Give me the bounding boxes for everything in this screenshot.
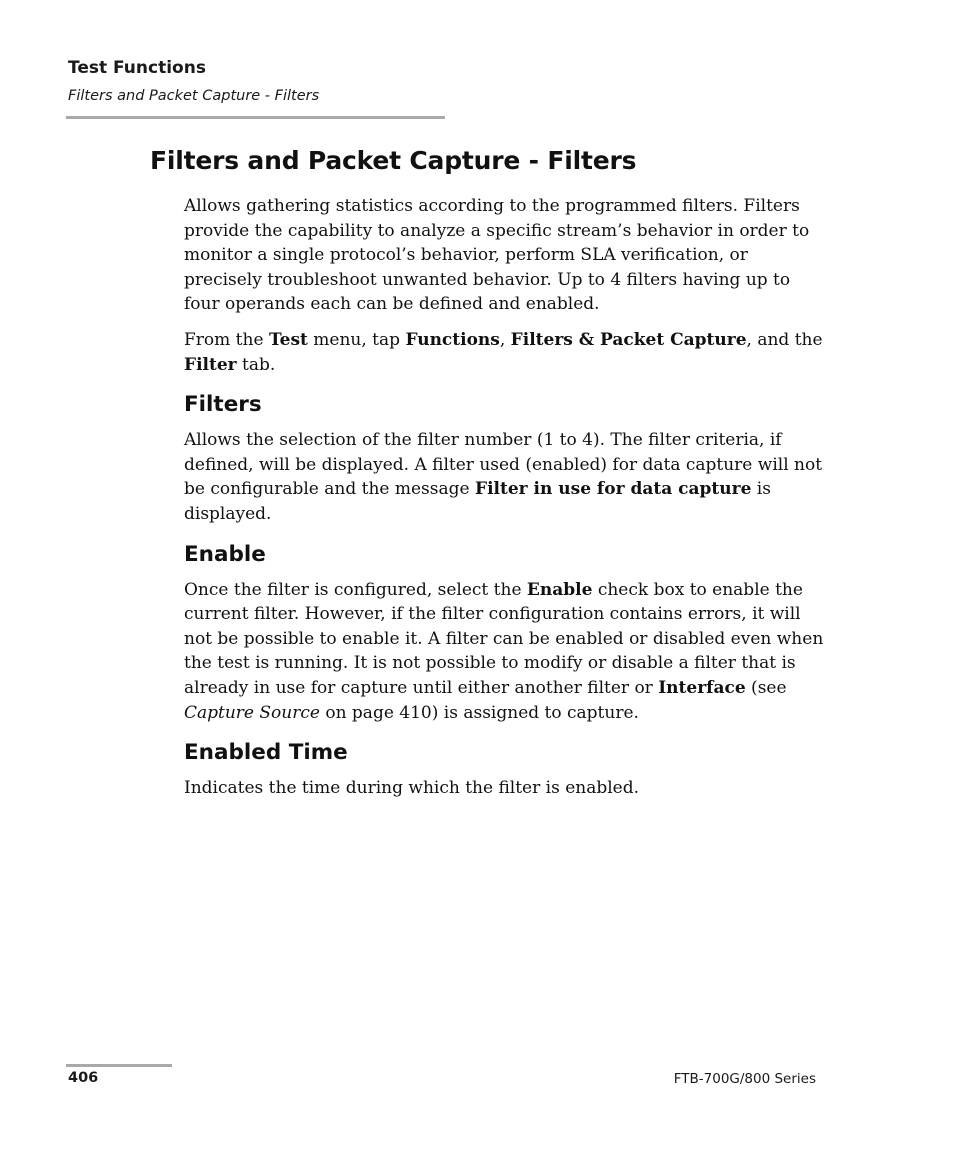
text-run: on page 410) is assigned to capture. [319,702,639,723]
page-content [184,194,824,812]
message-filter-in-use: Filter in use for data capture [475,479,752,500]
text-run: (see [745,677,787,698]
intro-paragraph: Allows gathering statistics according to the programmed filters. Filters provide the capability to analyze a specific stream’s behavior in order to monitor a single protocol’s behavior, perform SLA verification, or precisely troubleshoot unwanted behavior. Up to 4 filters having up to four operands each can be defined and enabled. [184,196,810,315]
cross-reference-capture-source: Capture Source [184,702,320,723]
section-heading-enable: Enable [184,541,266,567]
enable-paragraph [184,578,824,726]
option-name-enable: Enable [526,579,593,600]
running-header-title: Test Functions [68,58,206,78]
menu-name-functions: Functions [405,329,500,350]
tab-name-filter: Filter [184,354,237,375]
text-run: Allows the selection of the filter number (1 to 4). The filter criteria, if defined, will be displayed. A filter used (enabled) for data capture will not be configurable and the message [184,430,823,500]
text-run: tab. [236,354,276,375]
text-run: is displayed. [184,479,771,524]
product-series: FTB-700G/800 Series [673,1071,816,1087]
text-run: From the [184,329,269,350]
menu-name-filters-packet-capture: Filters & Packet Capture [510,329,747,350]
navigation-paragraph [184,328,824,377]
filters-paragraph [184,428,824,526]
text-run: menu, tap [307,329,406,350]
enabled-time-paragraph: Indicates the time during which the filter is enabled. [184,778,640,799]
section-heading-enabled-time: Enabled Time [184,740,348,766]
text-run: check box to enable the current filter. However, if the filter configuration contains errors, it will not be possible to enable it. A filter can be enabled or disabled even when the test is running. It is not possible to modify or disable a filter that is already in use for capture until either another filter or [184,579,824,698]
header-rule [66,116,445,119]
text-run: , and the [746,329,823,350]
running-header-subtitle: Filters and Packet Capture - Filters [68,88,320,104]
option-name-interface: Interface [658,677,746,698]
page-title: Filters and Packet Capture - Filters [150,146,637,175]
footer-rule [66,1064,172,1067]
text-run: , [499,329,511,350]
section-heading-filters: Filters [184,392,262,418]
menu-name-test: Test [268,329,308,350]
text-run: Once the filter is configured, select the [184,579,527,600]
page-number: 406 [68,1070,99,1086]
